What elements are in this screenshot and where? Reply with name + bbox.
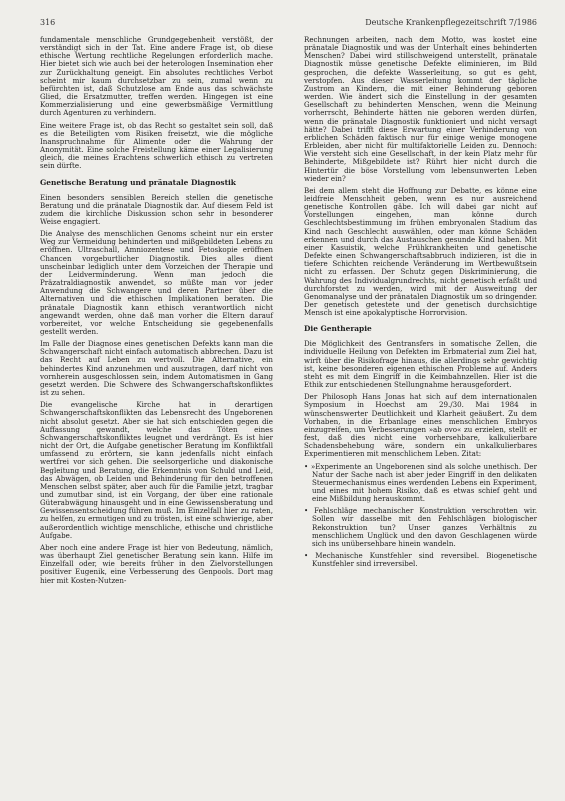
quote-list [304, 463, 537, 569]
text-columns [40, 36, 537, 589]
journal-title: Deutsche Krankenpflegezeitschrift 7/1986 [365, 18, 537, 27]
left-column [40, 36, 273, 589]
list-item: • Mechanische Kunstfehler sind reversibel. Biogenetische Kunstfehler sind irreversibel. [304, 552, 537, 568]
paragraph: Die evangelische Kirche hat in derartigen Schwangerschaftskonflikten das Lebensrecht des Ungeborenen nicht absolut gesetzt. Aber sie hat sich entschieden gegen die Auffassung gewandt, welche das Töten eines Schwangerschaftskonfliktes leugnet und verdrängt. Es ist hier nicht der Ort, die Aufgabe genetischer Beratung im Konfliktfall umfassend zu erörtern, sie kann jedenfalls nicht einfach wertfrei vor sich gehen. Die seelsorgerliche und diakonische Begleitung und Beratung, die Erkenntnis von Schuld und Leid, das Abwägen, ob Leiden und Behinderung für den betroffenen Menschen selbst später, aber auch für die Familie jetzt, tragbar und zumutbar sind, ist ein Vorgang, der über eine rationale Güterabwägung hinausgeht und in eine Gewissensberatung und Gewissensentscheidung führen muß. Im Einzelfall hier zu raten, zu helfen, zu ermutigen und zu trösten, ist eine schwierige, aber außerordentlich wichtige menschliche, ethische und christliche Aufgabe. [40, 400, 273, 540]
paragraph: Bei dem allem steht die Hoffnung zur Debatte, es könne eine leidfreie Menschheit geben, wenn es nur ausreichend genetische Kontrollen gäbe. Ich will dabei gar nicht auf Vorstellungen eingehen, man könne durch Geschlechtsbestimmung im frühen embryonalen Stadium das Kind nach Geschlecht auswählen, oder man könne Schäden erkennen und durch das Austauschen gesunde Kind haben. Mit einer Kasuistik, welche Frühkrankheiten und genetische Defekte einen Schwangerschaftsabbruch indizieren, ist die in tiefere Schichten reichende Veränderung im Wertbewußtsein nicht zu erfassen. Der Schutz gegen Diskriminierung, die Wahrung des Individualgrundrechts, nicht genetisch erfaßt und durchforstet zu werden, wird mit der Ausweitung der Genomanalyse und der pränatalen Diagnostik um so dringender. Der genetisch getestete und der genetisch durchsichtige Mensch ist eine apokalyptische Horrorvision. [304, 185, 537, 318]
paragraph: Der Philosoph Hans Jonas hat sich auf dem internationalen Symposium in Hoechst am 29./30. Mai 1984 in wünschenswerter Deutlichkeit und Klarheit geäußert. Zu dem Vorhaben, in die Erbanlage eines menschlichen Embryos einzugreifen, um Verbesserungen »ab ovo« zu erzielen, stellt er fest, daß dies nicht eine vorhersehbare, kalkulierbare Schadensbehebung wäre, sondern ein unkalkulierbares Experimentieren mit menschlichem Leben. Zitat: [304, 392, 537, 459]
section-heading: Die Gentherapie [304, 324, 372, 334]
list-item: • »Experimente an Ungeborenen sind als solche unethisch. Der Natur der Sache nach ist aber jeder Eingriff in den delikaten Steuermechanismus eines werdenden Lebens ein Experiment, und eines mit hohem Risiko, daß es etwas schief geht und eine Mißbildung herauskommt. [304, 463, 537, 504]
section-heading: Genetische Beratung und pränatale Diagnostik [40, 177, 236, 187]
paragraph: Im Falle der Diagnose eines genetischen Defekts kann man die Schwangerschaft nicht einfach automatisch abbrechen. Dazu ist das Recht auf Leben zu wertvoll. Die Alternative, ein behindertes Kind anzunehmen und auszutragen, darf nicht von vornherein ausgeschlossen sein, indem Automatismen in Gang gesetzt werden. Die Schwere des Schwangerschaftskonfliktes ist zu sehen. [40, 339, 273, 398]
paragraph: fundamentale menschliche Grundgegebenheit verstößt, der verständigt sich in der Tat. Eine andere Frage ist, ob diese ethische Wertung rechtliche Regelungen erforderlich mache. Hier bietet sich wie auch bei der heterologen Insemination eher zur Zurückhaltung geneigt. Ein absolutes rechtliches Verbot scheint mir kaum durchsetzbar zu sein, zumal wenn zu befürchten ist, daß Schutzlose am Ende aus das schwächste Glied, die Ersatzmutter, treffen werden. Hingegen ist eine Kommerzialisierung und eine gewerbsmäßige Vermittlung durch Agenturen zu verhindern. [40, 35, 273, 118]
page-header [40, 18, 537, 32]
paragraph: Einen besonders sensiblen Bereich stellen die genetische Beratung und die pränatale Diagnostik dar. Auf diesem Feld ist zudem die kirchliche Diskussion schon sehr in besonderer Weise engagiert. [40, 192, 273, 226]
page-number: 316 [40, 18, 56, 27]
list-item: • Fehlschläge mechanischer Konstruktion verschrotten wir. Sollen wir dasselbe mit den Fehlschlägen biologischer Rekonstruktion tun? Unser ganzes Verhältnis zu menschlichem Unglück und den davon Geschlagenen würde sich ins unübersehbare hinein wandeln. [304, 507, 537, 548]
paragraph: Die Möglichkeit des Gentransfers in somatische Zellen, die individuelle Heilung von Defekten im Erbmaterial zum Ziel hat, wirft über die Risikofrage hinaus, die allerdings sehr gewichtig ist, keine besonderen eigenen ethischen Probleme auf. Anders steht es mit dem Eingriff in die Keimbahnzellen. Hier ist die Ethik zur entschiedenen Stellungnahme herausgefordert. [304, 339, 537, 390]
paragraph: Eine weitere Frage ist, ob das Recht so gestaltet sein soll, daß es die Beteiligten vom Risiken freisetzt, wie die mögliche Inanspruchnahme für Alimente oder die Wahrung der Anonymität. Eine solche Freistellung käme einer Legalisierung gleich, die meines Erachtens schwerlich ethisch zu vertreten sein dürfte. [40, 120, 273, 171]
paragraph: Die Analyse des menschlichen Genoms scheint nur ein erster Weg zur Vermeidung behinderten und mißgebildeten Lebens zu eröffnen. Ultraschall, Amniozentese und Fetoskopie eröffnen Chancen vorgeburtlicher Diagnostik. Dies alles dient unscheinbar lediglich unter dem Vorzeichen der Therapie und der Leidverminderung. Wenn man jedoch die Präzatraldiagnostik anwendet, so müßte man vor jeder Anwendung die Schwangere und deren Partner über die Alternativen und die ethischen Implikationen beraten. Die pränatale Diagnostik kann ethisch verantwortlich nicht angewandt werden, ohne daß man vorher die Eltern darauf vorbereitet, vor welche Entscheidung sie gegebenenfalls gestellt werden. [40, 229, 273, 336]
right-column [304, 36, 537, 589]
paragraph: Aber noch eine andere Frage ist hier von Bedeutung, nämlich, was überhaupt Ziel genetischer Beratung sein kann. Hilfe im Einzelfall oder, wie bereits früher in den Zielvorstellungen positiver Eugenik, eine Verbesserung des Genpools. Dort mag hier mit Kosten-Nutzen- [40, 542, 273, 585]
paragraph: Rechnungen arbeiten, nach dem Motto, was kostet eine pränatale Diagnostik und was der Unterhalt eines behinderten Menschen? Dabei wird stillschweigend unterstellt, pränatale Diagnostik müsse genetische Defekte eliminieren, im Bild gesprochen, die defekte Wasserleitung, so gut es geht, verstopfen. Aus dieser Wasserleitung kommt der tägliche Zustrom an Kindern, die mit einer Behinderung geboren werden. Wie ändert sich die Einstellung in der gesamten Gesellschaft zu behinderten Menschen, wenn die Meinung vorherrscht, Behinderte hätten nie geboren werden dürfen, wenn die pränatale Diagnostik funktioniert und nicht versagt hätte? Dabei trifft diese Erwartung einer Verhinderung von erblichen Schäden faktisch nur für einige wenige monogene Erbleiden, aber nicht für multifaktorielle Leiden zu. Dennoch: Wie versteht sich eine Gesellschaft, in der kein Platz mehr für Behinderte, Mißgebildete ist? Rührt hier nicht durch die Hintertür die böse Vorstellung vom lebensunwerten Leben wieder ein? [304, 35, 537, 183]
